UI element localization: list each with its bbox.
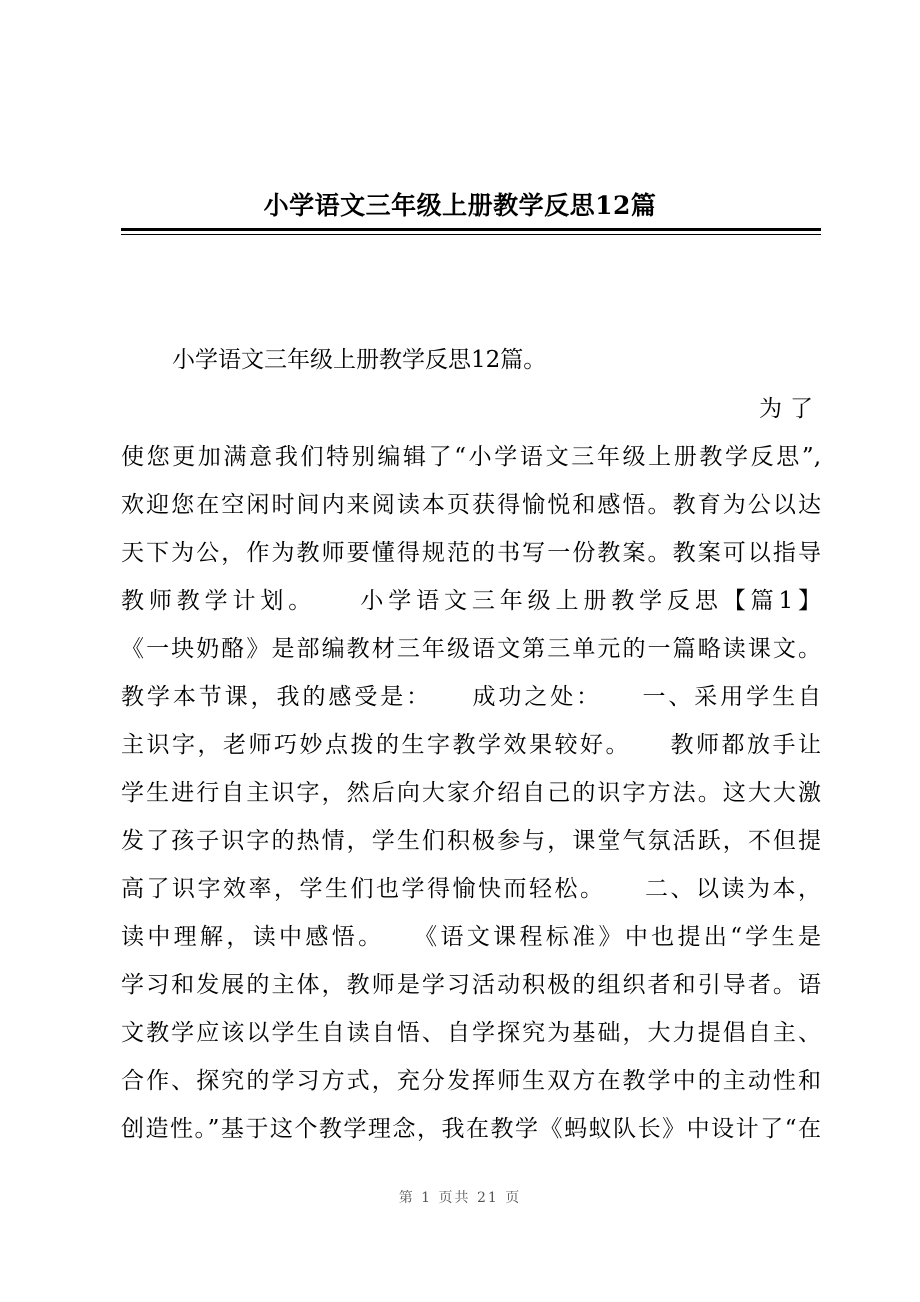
text-line: 教学本节课，我的感受是： 成功之处： 一、采用学生自	[121, 684, 821, 710]
intro-line: 小学语文三年级上册教学反思12篇。	[172, 347, 547, 373]
text-line: 教师教学计划。 小学语文三年级上册教学反思【篇1】	[121, 588, 821, 614]
title-rule-thin	[121, 234, 821, 235]
text-line: 文教学应该以学生自读自悟、自学探究为基础，大力提倡自主、	[121, 1020, 821, 1046]
text-line: 创造性。”基于这个教学理念，我在教学《蚂蚁队长》中设计了“在	[121, 1116, 821, 1142]
page-number: 第 1 页共 21 页	[398, 1190, 522, 1206]
title-rule-thick	[121, 228, 821, 231]
text-line: 《一块奶酪》是部编教材三年级语文第三单元的一篇略读课文。	[121, 636, 821, 662]
text-line: 合作、探究的学习方式，充分发挥师生双方在教学中的主动性和	[121, 1068, 821, 1094]
text-line: 发了孩子识字的热情，学生们积极参与，课堂气氛活跃，不但提	[121, 828, 821, 854]
text-line: 学生进行自主识字，然后向大家介绍自己的识字方法。这大大激	[121, 780, 821, 806]
text-line: 为了	[759, 396, 821, 422]
text-line: 主识字，老师巧妙点拨的生字教学效果较好。 教师都放手让	[121, 732, 821, 758]
text-line: 使您更加满意我们特别编辑了“小学语文三年级上册教学反思”,	[121, 444, 821, 470]
text-line: 欢迎您在空闲时间内来阅读本页获得愉悦和感悟。教育为公以达	[121, 492, 821, 518]
document-title: 小学语文三年级上册教学反思12篇	[263, 191, 657, 220]
text-line: 学习和发展的主体，教师是学习活动积极的组织者和引导者。语	[121, 972, 821, 998]
text-line: 天下为公，作为教师要懂得规范的书写一份教案。教案可以指导	[121, 540, 821, 566]
text-line: 高了识字效率，学生们也学得愉快而轻松。 二、以读为本，	[121, 876, 821, 902]
text-line: 读中理解，读中感悟。 《语文课程标准》中也提出“学生是	[121, 924, 821, 950]
